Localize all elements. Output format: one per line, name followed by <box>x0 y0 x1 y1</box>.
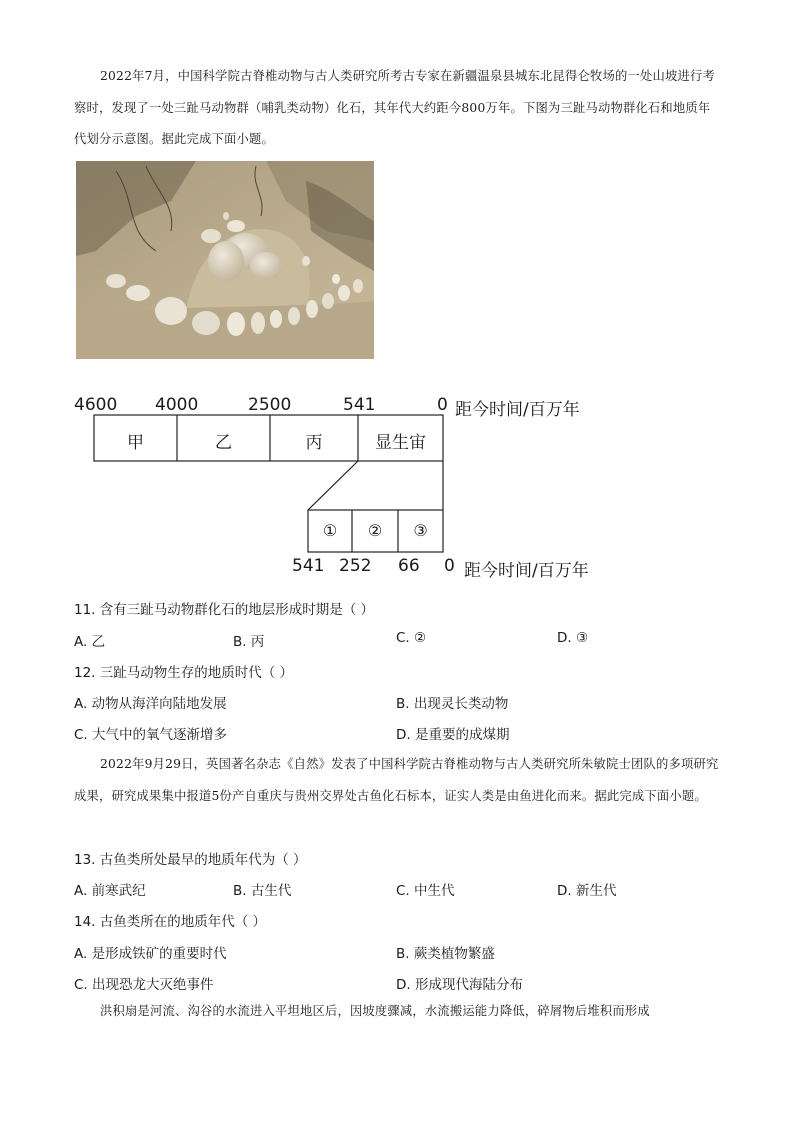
q13-stem: 13. 古鱼类所处最早的地质年代为（ ） <box>74 852 307 868</box>
q14-option-a[interactable]: A. 是形成铁矿的重要时代 <box>74 946 227 962</box>
q12-option-b[interactable]: B. 出现灵长类动物 <box>396 696 509 712</box>
q11-option-b[interactable]: B. 丙 <box>233 634 265 650</box>
bottom-tick-0: 0 <box>444 556 455 576</box>
top-tick-2500: 2500 <box>248 395 292 415</box>
cell-phanerozoic: 显生宙 <box>375 433 426 453</box>
cell-bing: 丙 <box>305 433 323 453</box>
q11-option-c[interactable]: C. ② <box>396 630 427 646</box>
q14-stem: 14. 古鱼类所在的地质年代（ ） <box>74 914 267 930</box>
cell-1: ① <box>322 521 338 540</box>
q11-option-a[interactable]: A. 乙 <box>74 634 106 650</box>
top-tick-541: 541 <box>343 395 376 415</box>
q12-option-a[interactable]: A. 动物从海洋向陆地发展 <box>74 696 227 712</box>
q14-option-c[interactable]: C. 出现恐龙大灭绝事件 <box>74 977 214 993</box>
q13-option-b[interactable]: B. 古生代 <box>233 883 292 899</box>
intro-paragraph-2: 2022年9月29日，英国著名杂志《自然》发表了中国科学院古脊椎动物与古人类研究所朱敏院士团队的多项研究成果，研究成果集中报道5份产自重庆与贵州交界处古鱼化石标本，证实人类是由鱼进化而来。据此完成下面小题。 <box>74 757 719 803</box>
cell-yi: 乙 <box>215 433 232 453</box>
q13-option-a[interactable]: A. 前寒武纪 <box>74 883 146 899</box>
bottom-axis-label: 距今时间/百万年 <box>464 561 589 581</box>
q12-stem: 12. 三趾马动物生存的地质时代（ ） <box>74 665 294 681</box>
intro-paragraph-1: 2022年7月，中国科学院古脊椎动物与古人类研究所考古专家在新疆温泉县城东北昆得仑牧场的一处山坡进行考察时，发现了一处三趾马动物群（哺乳类动物）化石，其年代大约距今800万年。下图为三趾马动物群化石和地质年代划分示意图。据此完成下面小题。 <box>74 69 715 146</box>
top-axis-label: 距今时间/百万年 <box>455 400 580 420</box>
top-tick-0: 0 <box>437 395 448 415</box>
bottom-tick-66: 66 <box>398 556 420 576</box>
bottom-tick-252: 252 <box>339 556 372 576</box>
q11-option-d[interactable]: D. ③ <box>557 630 589 646</box>
intro-paragraph-3: 洪积扇是河流、沟谷的水流进入平坦地区后，因坡度骤减，水流搬运能力降低，碎屑物后堆积而形成 <box>100 1004 650 1018</box>
cell-2: ② <box>367 521 383 540</box>
q12-option-c[interactable]: C. 大气中的氧气逐渐增多 <box>74 727 228 743</box>
top-tick-4600: 4600 <box>74 395 118 415</box>
q12-option-d[interactable]: D. 是重要的成煤期 <box>396 727 510 743</box>
top-tick-4000: 4000 <box>155 395 199 415</box>
cell-jia: 甲 <box>127 433 144 453</box>
q14-option-d[interactable]: D. 形成现代海陆分布 <box>396 977 523 993</box>
q14-option-b[interactable]: B. 蕨类植物繁盛 <box>396 946 495 962</box>
cell-3: ③ <box>413 521 428 540</box>
q13-option-c[interactable]: C. 中生代 <box>396 883 455 899</box>
q11-stem: 11. 含有三趾马动物群化石的地层形成时期是（ ） <box>74 602 375 618</box>
q13-option-d[interactable]: D. 新生代 <box>557 883 617 899</box>
bottom-tick-541: 541 <box>292 556 325 576</box>
